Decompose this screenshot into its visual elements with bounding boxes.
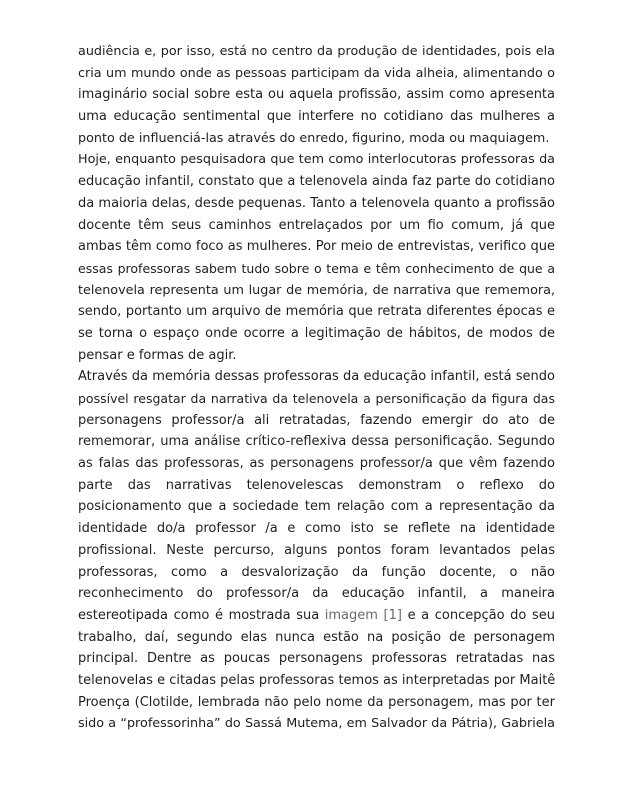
text-line: parte das narrativas telenovelescas demonstram o reflexo do xyxy=(78,477,555,493)
text-line: Proença (Clotilde, lembrada não pelo nome da personagem, mas por ter xyxy=(78,694,555,710)
text-line: sido a “professorinha” do Sassá Mutema, em Salvador da Pátria), Gabriela xyxy=(78,716,555,732)
text-line: docente têm seus caminhos entrelaçados por um fio comum, já que xyxy=(78,217,555,233)
text-line: profissional. Neste percurso, alguns pontos foram levantados pelas xyxy=(78,542,555,558)
text-line: possível resgatar da narrativa da telenovela a personificação da figura das xyxy=(78,391,555,406)
text-line: ponto de influenciá-las através do enredo, figurino, moda ou maquiagem. xyxy=(78,130,550,146)
text-line-with-link xyxy=(78,605,555,627)
text-line: Através da memória dessas professoras da educação infantil, está sendo xyxy=(78,369,555,385)
text-line: ambas têm como foco as mulheres. Por meio de entrevistas, verifico que xyxy=(78,239,555,255)
text-line: identidade do/a professor /a e como isto se reflete na identidade xyxy=(78,521,555,537)
text-line: da maioria delas, desde pequenas. Tanto a telenovela quanto a profissão xyxy=(78,195,555,211)
text-line: telenovela representa um lugar de memória, de narrativa que rememora, xyxy=(78,282,555,298)
text-line: uma educação sentimental que interfere no cotidiano das mulheres a xyxy=(78,109,555,125)
text-line: sendo, portanto um arquivo de memória que retrata diferentes épocas e xyxy=(78,304,555,320)
text-segment: estereotipada como é mostrada sua xyxy=(78,607,325,623)
text-line: Hoje, enquanto pesquisadora que tem como interlocutoras professoras da xyxy=(78,152,555,168)
footnote-link-imagem[interactable]: imagem [1] xyxy=(324,607,402,623)
text-line: rememorar, uma análise crítico-reflexiva dessa personificação. Segundo xyxy=(78,434,555,450)
text-line: as falas das professoras, as personagens professor/a que vêm fazendo xyxy=(78,456,555,472)
text-line: pensar e formas de agir. xyxy=(78,347,237,363)
text-line: educação infantil, constato que a telenovela ainda faz parte do cotidiano xyxy=(78,174,555,190)
text-line: trabalho, daí, segundo elas nunca estão na posição de personagem xyxy=(78,629,555,645)
text-line: telenovelas e citadas pelas professoras temos as interpretadas por Maitê xyxy=(78,672,556,688)
text-line: reconhecimento do professor/a da educação infantil, a maneira xyxy=(78,586,555,602)
text-line: imaginário social sobre esta ou aquela profissão, assim como apresenta xyxy=(78,87,555,103)
text-line: professoras, como a desvalorização da função docente, o não xyxy=(78,564,555,580)
text-line: se torna o espaço onde ocorre a legitimação de hábitos, de modos de xyxy=(78,325,555,341)
paragraph-1 xyxy=(78,41,555,149)
text-line: posicionamento que a sociedade tem relação com a representação da xyxy=(78,499,555,515)
text-line: audiência e, por isso, está no centro da produção de identidades, pois ela xyxy=(78,44,555,59)
text-line: principal. Dentre as poucas personagens professoras retratadas nas xyxy=(78,651,555,667)
paragraph-3 xyxy=(78,366,555,735)
document-page xyxy=(78,41,555,735)
text-line: cria um mundo onde as pessoas participam da vida alheia, alimentando o xyxy=(78,65,555,81)
text-line: essas professoras sabem tudo sobre o tema e têm conhecimento de que a xyxy=(78,260,555,276)
text-segment: e a concepção do seu xyxy=(401,607,555,623)
paragraph-2 xyxy=(78,149,555,366)
text-line: personagens professor/a ali retratadas, fazendo emergir do ato de xyxy=(78,412,555,428)
